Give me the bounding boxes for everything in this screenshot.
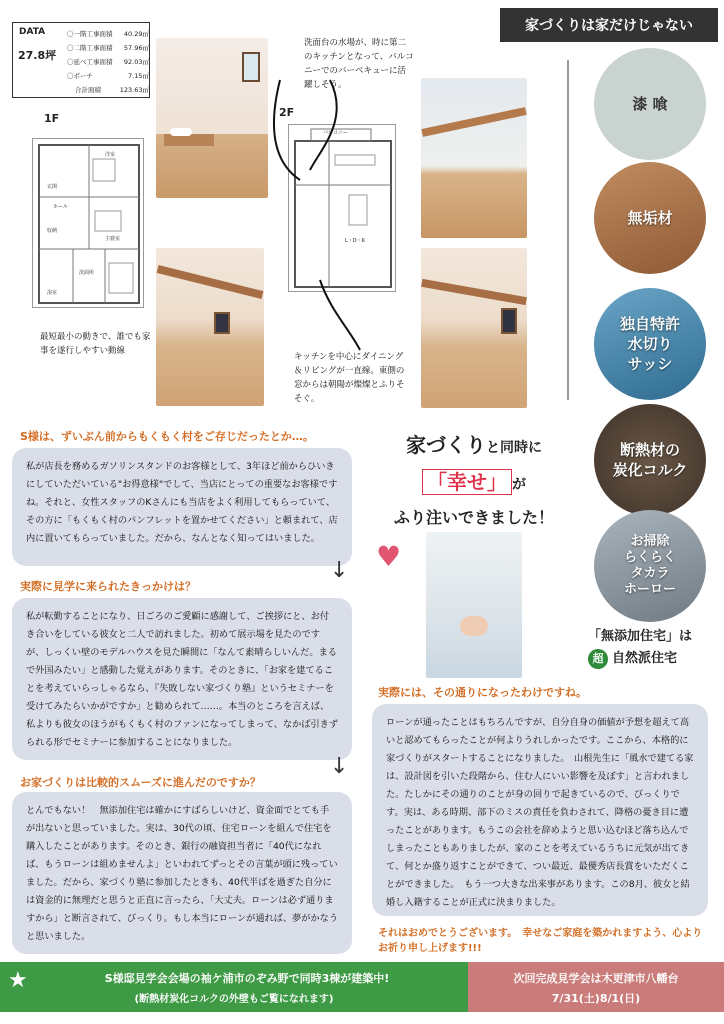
data-row-value: 7.15㎡: [128, 72, 149, 80]
photo-living-top: [421, 78, 527, 238]
congrats-text: それはおめでとうございます。 幸せなご家庭を築かれますよう、心よりお祈り申し上げます!!!: [378, 928, 703, 954]
footer-right-line2: 7/31(土)8/1(日): [551, 992, 641, 1005]
living-bottom-window: [501, 308, 517, 334]
footer-left-line2: (断熱材炭化コルクの外壁もご覧になれます): [134, 994, 334, 1005]
data-row: [67, 27, 149, 41]
room-storage: 収納: [47, 228, 58, 234]
room-hall: ホール: [53, 204, 68, 210]
data-row-label: 〇一階工事面積: [67, 30, 113, 38]
room-master: 主寝室: [105, 236, 121, 242]
question-3: お家づくりは比較的スムーズに進んだのですか？: [20, 776, 261, 789]
living-bottom-beam: [421, 279, 527, 305]
headline-highlight: 「幸せ」: [422, 469, 512, 495]
room-left-window: [214, 312, 230, 334]
data-box: [12, 22, 150, 98]
data-row-label: 〇延べ工事面積: [67, 58, 113, 66]
heart-icon: ♥: [376, 540, 402, 573]
tagline: [588, 626, 718, 670]
headline-line3: ふり注いできました！: [393, 508, 554, 527]
question-2: 実際に見学に来られたきっかけは？: [20, 580, 196, 593]
room-ldk: L・D・K: [345, 238, 365, 244]
floorplan-1f: [32, 138, 144, 308]
headline-part2: と同時: [486, 440, 528, 456]
floor-1f-label: 1F: [44, 112, 60, 125]
feature-sash-label: 独自特許 水切り サッシ: [619, 315, 680, 373]
washroom-window: [242, 52, 260, 82]
footer-left-line1: S様邸見学会会場の袖ケ浦市のぞみ野で同時3棟が建築中!: [104, 972, 390, 985]
data-row-value: 57.96㎡: [123, 44, 149, 52]
room-left-beam: [157, 265, 264, 299]
data-title: DATA: [19, 27, 46, 37]
answer-4: ローンが通ったことはもちろんですが、自分自身の価値が予想を超えて高いと認めてもらったことが何よりうれしかったです。ここから、本格的に家づくりがスタートすることになりました。 山根先生に「風水で建てる家は、設計図を引いた段階から、住む人にいい影響を及ぼす」と言われました。たしかにその通りのことが身の回りで起きているので、びっくりです。実は、ある時期、部下のミスの責任を負わされて、降格の憂き目に遭ったことがあります。もうこの会社を辞めようと思い込むほど落ち込んでしまったこともありましたが、家のことを考えているうちに元気が出てきて、何とか盛り返すことができて、つい最近、最優秀店長賞をいただくことができました。 もう一つ大きな出来事があります。この8月、彼女と結婚し入籍することが正式に決まりました。: [372, 704, 708, 916]
banner-text: 家づくりは家だけじゃない: [525, 18, 693, 34]
room-youshitsu: 洋室: [105, 152, 116, 158]
feature-cork-label: 断熱材の 炭化コルク: [612, 441, 688, 479]
data-row-label: 〇ポーチ: [67, 72, 93, 80]
room-washroom: 洗面所: [79, 270, 95, 276]
headline-part1: 家づくり: [406, 433, 486, 457]
connector-lines: [260, 60, 380, 380]
feature-shikkui: [594, 48, 706, 160]
feature-muku-label: 無垢材: [627, 209, 673, 227]
room-balcony: バルコニー: [323, 130, 349, 136]
answer-1: 私が店長を務めるガソリンスタンドのお客様として、3年ほど前からひいきにしていただいている"お得意様"でして、当店にとっての重要なお客様ですね。それと、女性スタッフのKさんにも当店をよく利用してもらっていて、その方に「もくもく村のパンフレットを置かせてください」と頼まれて、店内に置いてもらっていました。だから、なんとなく知ってはいました。: [12, 448, 352, 566]
photo-living-bottom: [421, 248, 527, 408]
footer-star-icon: ★: [8, 968, 28, 993]
headline: [364, 428, 584, 534]
data-tsubo: 27.8坪: [18, 49, 57, 62]
washroom-sink: [170, 128, 192, 136]
question-4: 実際には、その通りになったわけですね。: [378, 686, 587, 699]
living-top-beam: [421, 107, 526, 137]
room-bath: 浴室: [47, 290, 58, 296]
floor-2f-label: 2F: [279, 106, 295, 119]
footer-right: [468, 962, 724, 1012]
floorplan-1f-drawing: [33, 139, 145, 309]
right-divider: [567, 60, 569, 400]
tagline-super-badge: 超: [588, 649, 608, 669]
photo-washroom: [156, 38, 268, 198]
feature-muku: [594, 162, 706, 274]
feature-horo: [594, 510, 706, 622]
photo-couple: [426, 532, 522, 678]
data-row-label: 合計面積: [75, 86, 101, 94]
caption-wash: 洗面台の水場が、時に第二のキッチンとなって、バルコニーでのバーベキューに活躍しそう。: [304, 38, 414, 90]
tagline-line1: 「無添加住宅」は: [588, 629, 693, 644]
data-row-value: 123.63㎡: [119, 86, 149, 94]
headline-line1: [364, 428, 584, 465]
data-row: [67, 41, 149, 55]
arrow-down-icon-2: ↓: [330, 754, 349, 779]
data-row-label: 〇二階工事面積: [67, 44, 113, 52]
question-1: S様は、ずいぶん前からもくもく村をご存じだったとか…。: [20, 430, 314, 443]
answer-3: とんでもない！ 無添加住宅は確かにすばらしいけど、資金面でとても手が出ないと思っていました。実は、30代の頃、住宅ローンを組んで住宅を購入したことがあります。そのとき、銀行の融資担当者に「40代になれば、もうローンは組めませんよ」といわれてずっとその言葉が頭に残っていました。だから、家づくり塾に参加したときも、40代半ばを過ぎた自分には資金的に無理だと思うと正直に言ったら、「大丈夫。ローンは必ず通りますから」と断言されて、びっくり。もし本当にローンが通れば、夢がかなうと思いました。: [12, 792, 352, 954]
feature-shikkui-label: 漆 喰: [632, 95, 668, 113]
headline-part4: が: [512, 477, 526, 493]
feature-horo-label: お掃除 らくらく タカラ ホーロー: [623, 534, 676, 597]
header-banner: [500, 8, 718, 42]
feature-cork: [594, 404, 706, 516]
data-row: [67, 55, 149, 69]
caption-kitchen: キッチンを中心にダイニング＆リビングが一直線。東側の窓からは朝陽が燦燦とふりそそぐ。: [294, 352, 405, 404]
tagline-line2: 自然派住宅: [612, 651, 678, 666]
answer-2: 私が転勤することになり、日ごろのご愛顧に感謝して、ご挨拶にと、お付き合いをしている彼女と二人で訪れました。初めて展示場を見たのですが、しっくい壁のモデルハウスを見た瞬間に「なんて素晴らしいんだ。まるで外国みたい」と感動した覚えがあります。そのときに、「お家を建てることを考えていらっしゃるなら、『失敗しない家づくり塾』というセミナーを受けてみたらいかがですか」と勧められて……。本当のところを言えば、私よりも彼女のほうがもくもく村のファンになってしまって、なかば引きずられる形でセミナーに参加することになりました。: [12, 598, 352, 760]
data-row: [67, 83, 149, 97]
footer-left: [0, 962, 468, 1012]
tagline-line2-wrap: [588, 648, 718, 670]
footer-right-line1: 次回完成見学会は木更津市八幡台: [513, 972, 679, 985]
data-row: [67, 69, 149, 83]
photo-room-left: [156, 248, 264, 406]
arrow-down-icon-1: ↓: [330, 558, 349, 583]
headline-part3: に: [528, 440, 542, 456]
headline-line2: [364, 465, 584, 502]
feature-sash: [594, 288, 706, 400]
data-row-value: 40.29㎡: [123, 30, 149, 38]
data-row-value: 92.03㎡: [123, 58, 149, 66]
caption-1f: 最短最小の動きで、誰でも家事を遂行しやすい動線: [40, 332, 151, 356]
data-rows: [67, 27, 149, 97]
room-genkan: 玄関: [47, 184, 58, 190]
couple-hands: [460, 616, 488, 636]
